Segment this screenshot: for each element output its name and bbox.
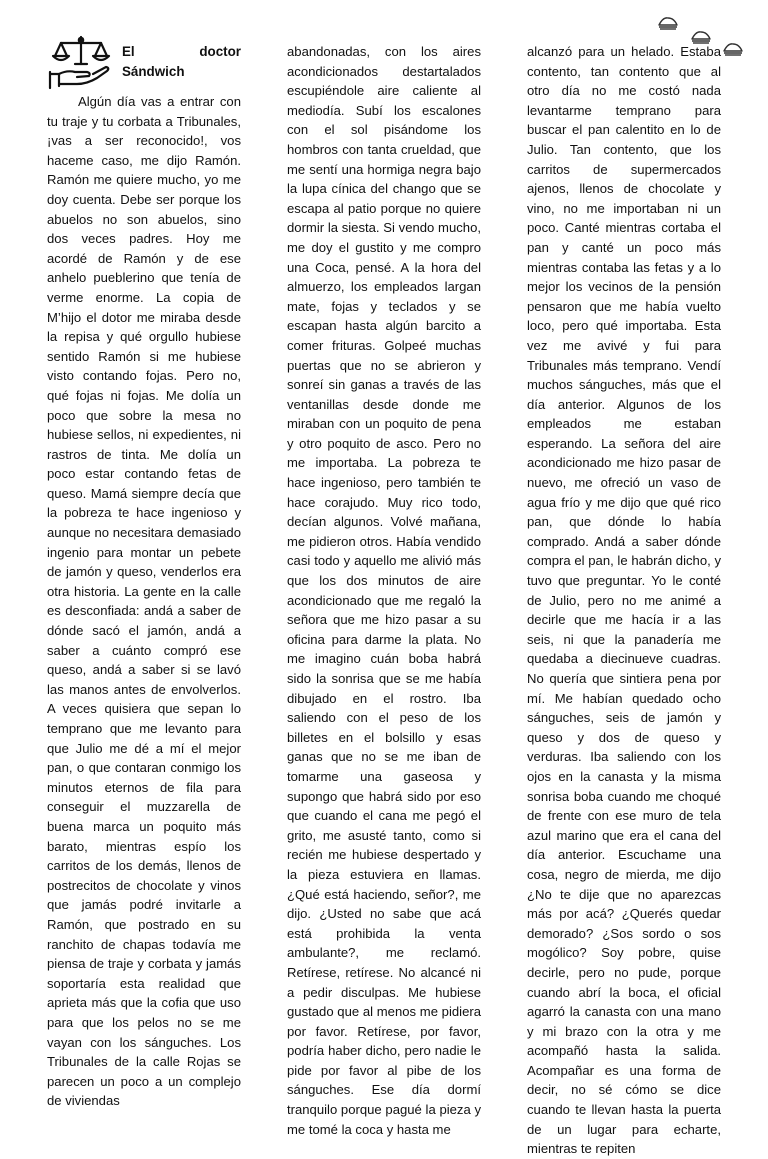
title-word-doctor: doctor [199, 44, 241, 59]
text-column-1 [47, 92, 241, 1111]
paragraph: abandonadas, con los aires acondicionados destartalados escupiéndole aire caliente al mediodía. Subí los escalones con el sol pisándome los hombros con tanta crueldad, que me sentí una hormiga negra bajo la lupa cínica del chango que se escapa al patio porque no quiere dormir la siesta. Si vendo mucho, me doy el gustito y me compro una Coca, pensé. A la hora del almuerzo, los empleados largan mate, fojas y teclados y se escapan hasta algún barcito a comer frituras. Golpeé muchas puertas que no se abrieron y sonreí sin ganas a través de las ventanillas desde donde me miraban con un poquito de pena y otro poquito de asco. Pero no me importaba. La pobreza te hace ingenioso, pero también te hace corajudo. Muy rico todo, decían algunos. Volvé mañana, me pidieron otros. Había vendido casi todo y aquello me alivió más que los dos minutos de aire acondicionado que me regaló la señora que me hizo pasar a su oficina para darme la plata. No me imagino cuán boba habrá sido la sonrisa que se me había dibujado en el rostro. Iba saliendo con el peso de los billetes en el bolsillo y esas ganas que no se me iban de tomarme una gaseosa y supongo que habrá sido por eso que cuando el cana me pegó el grito, me asusté tanto, como si recién me hubiese despertado y la pieza estuviera en llamas. ¿Qué está haciendo, señor?, me dijo. ¿Usted no sabe que acá está prohibida la venta ambulante?, me reclamó. Retírese, retírese. No alcancé ni a pedir disculpas. Me hubiese gustado que al menos me pidiera por favor. Retírese, por favor, podría haber dicho, pero nadie le pide por favor al pibe de los sánguches. Ese día dormí tranquilo porque pagué la pieza y me tomé la coca y hasta me [287, 44, 481, 1137]
sandwich-icon [657, 16, 679, 30]
scales-in-hand-icon [47, 34, 113, 90]
article-header [47, 34, 241, 90]
article-title [122, 42, 241, 82]
title-word-el: El [122, 44, 135, 59]
text-column-2 [287, 42, 481, 1139]
paragraph: Algún día vas a entrar con tu traje y tu corbata a Tribunales, ¡vas a ser reconocido!, vos haceme caso, me dijo Ramón. Ramón me quiere mucho, yo me doy cuenta. Debe ser porque los abuelos no son abuelos, sino dos veces padres. Hoy me acordé de Ramón y de ese anhelo pueblerino que tenía de verme enorme. La copia de M’hijo el dotor me miraba desde la repisa y qué orgullo hubiese sentido Ramón si me hubiese visto contando fojas. Pero no, qué fojas ni fojas. Me dolía un poco que sobre la mesa no hubiese sellos, ni expedientes, ni rastros de tinta. Me dolía un poco estar contando fetas de queso. Mamá siempre decía que la pobreza te hace ingenioso y aunque no necesitara demasiado ingenio para montar un pebete de jamón y queso, venderlos era otra historia. La gente en la calle es desconfiada: andá a saber de dónde sacó el jamón, andá a saber a cuánto compró ese queso, andá a saber si se lavó las manos antes de envolverlos. A veces quisiera que sepan lo temprano que me levanto para que Julio me dé a mí el mejor pan, o que contaran conmigo los minutos eternos de fila para conseguir el muzzarella de buena marca un poquito más barato, mientras espío los carritos de los demás, llenos de postrecitos de chocolate y vinos que jamás podré invitarle a Ramón, que postrado en su ranchito de chapas todavía me piensa de traje y corbata y jamás soportaría esta realidad que aprieta más que la cofia que uso para que los pelos no se me vayan con los sánguches. Los Tribunales de la calle Rojas se parecen un poco a un complejo de viviendas [47, 94, 241, 1109]
title-word-sandwich: Sándwich [122, 64, 185, 79]
sandwich-icon [722, 42, 744, 56]
paragraph: alcanzó para un helado. Estaba contento, tan contento que al otro día no me costó nada levantarme temprano para buscar el pan calentito en lo de Julio. Tan contento, que los carritos de supermercados ajenos, llenos de chocolate y vino, no me importaban ni un poco. Canté mientras cortaba el pan y canté un poco más mientras contaba las fetas y a lo mejor los vecinos de la pensión pensaron que me había vuelto loco, pero qué importaba. Esta vez me avivé y fui para Tribunales más temprano. Vendí muchos sánguches, más que el día anterior. Algunos de los empleados me estaban esperando. La señora del aire acondicionado me hizo pasar de nuevo, me ofreció un vaso de agua frío y me dijo que qué rico pan, que dónde lo había comprado. Andá a saber dónde compra el pan, le habrán dicho, y tuvo que preguntar. Yo le conté de Julio, pero no me animé a decirle que me hacía ir a las seis, ni que la panadería me quedaba a diecinueve cuadras. No quería que sintiera pena por mí. Me habían quedado ocho sánguches, seis de jamón y queso y dos de queso y verduras. Iba saliendo con los ojos en la canasta y la misma sonrisa boba cuando me choqué de frente con ese muro de tela azul marino que era el cana del día anterior. Escuchame una cosa, negro de mierda, me dijo ¿No te dije que no aparezcas más por acá? ¿Querés quedar demorado? ¿Sos sordo o sos mogólico? Soy pobre, quise decirle, pero no pude, porque cuando abrí la boca, el oficial agarró la canasta con una mano y mi brazo con la otra y me acompañó hasta la salida. Acompañar es una forma de decir, no sé cómo se dice cuando te llevan hasta la puerta de un lugar para echarte, mientras te repiten [527, 44, 721, 1157]
sandwich-icon [690, 30, 712, 44]
text-column-3 [527, 42, 721, 1159]
